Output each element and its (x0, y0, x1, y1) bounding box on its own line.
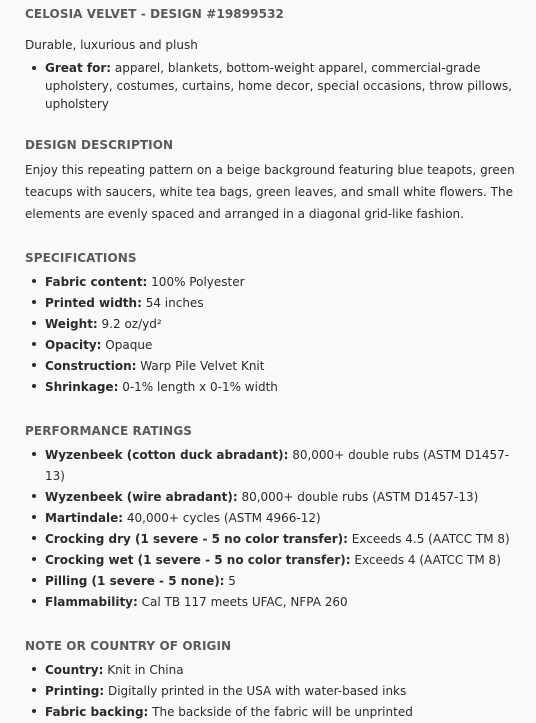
list-item (25, 272, 520, 293)
spec-value: 0-1% length x 0-1% width (118, 380, 278, 394)
list-item (25, 445, 520, 487)
rating-key: Crocking wet (1 severe - 5 no color transfer): (45, 553, 351, 567)
design-description-title: DESIGN DESCRIPTION (25, 138, 174, 152)
origin-key: Country: (45, 663, 104, 677)
rating-value: Exceeds 4 (AATCC TM 8) (350, 553, 501, 567)
list-item (25, 356, 520, 377)
list-item (25, 571, 520, 592)
rating-key: Wyzenbeek (cotton duck abradant): (45, 448, 289, 462)
product-tagline: Durable, luxurious and plush (25, 38, 198, 52)
list-item (25, 59, 520, 113)
list-item (25, 314, 520, 335)
specifications-list (25, 272, 520, 398)
list-item (25, 681, 520, 702)
spec-key: Opacity: (45, 338, 102, 352)
spec-value: 54 inches (141, 296, 204, 310)
spec-key: Construction: (45, 359, 137, 373)
rating-key: Pilling (1 severe - 5 none): (45, 574, 225, 588)
spec-value: 9.2 oz/yd² (97, 317, 162, 331)
origin-key: Printing: (45, 684, 105, 698)
performance-list (25, 445, 520, 613)
list-item (25, 550, 520, 571)
rating-value: Cal TB 117 meets UFAC, NFPA 260 (137, 595, 348, 609)
list-item (25, 487, 520, 508)
origin-title: NOTE OR COUNTRY OF ORIGIN (25, 639, 232, 653)
rating-value: 80,000+ double rubs (ASTM D1457-13) (45, 448, 510, 483)
rating-value: Exceeds 4.5 (AATCC TM 8) (347, 532, 510, 546)
origin-value: The backside of the fabric will be unprinted (148, 705, 413, 719)
great-for-list (25, 59, 520, 113)
origin-value: Knit in China (103, 663, 184, 677)
spec-value: 100% Polyester (147, 275, 245, 289)
list-item (25, 335, 520, 356)
rating-value: 5 (224, 574, 236, 588)
list-item (25, 377, 520, 398)
spec-value: Warp Pile Velvet Knit (136, 359, 265, 373)
origin-key: Fabric backing: (45, 705, 149, 719)
spec-key: Shrinkage: (45, 380, 119, 394)
rating-key: Wyzenbeek (wire abradant): (45, 490, 238, 504)
origin-value: Digitally printed in the USA with water-based inks (104, 684, 407, 698)
rating-value: 80,000+ double rubs (ASTM D1457-13) (237, 490, 479, 504)
list-item (25, 508, 520, 529)
design-description-text: Enjoy this repeating pattern on a beige background featuring blue teapots, green teacups with saucers, white tea bags, green leaves, and small white flowers. The elements are evenly spaced and arranged in a diagonal grid-like fashion. (25, 163, 515, 221)
rating-value: 40,000+ cycles (ASTM 4966-12) (123, 511, 321, 525)
rating-key: Crocking dry (1 severe - 5 no color transfer): (45, 532, 348, 546)
list-item (25, 293, 520, 314)
great-for-value: apparel, blankets, bottom-weight apparel, commercial-grade upholstery, costumes, curtains, home decor, special occasions, throw pillows, upholstery (45, 61, 513, 111)
specifications-title: SPECIFICATIONS (25, 251, 137, 265)
spec-key: Weight: (45, 317, 98, 331)
rating-key: Martindale: (45, 511, 124, 525)
list-item (25, 592, 520, 613)
product-title: CELOSIA VELVET - DESIGN #19899532 (25, 7, 284, 21)
great-for-key: Great for: (45, 61, 112, 75)
spec-value: Opaque (101, 338, 153, 352)
spec-key: Printed width: (45, 296, 142, 310)
origin-list (25, 660, 520, 723)
spec-key: Fabric content: (45, 275, 148, 289)
rating-key: Flammability: (45, 595, 138, 609)
list-item (25, 660, 520, 681)
list-item (25, 529, 520, 550)
list-item (25, 702, 520, 723)
performance-ratings-title: PERFORMANCE RATINGS (25, 424, 193, 438)
